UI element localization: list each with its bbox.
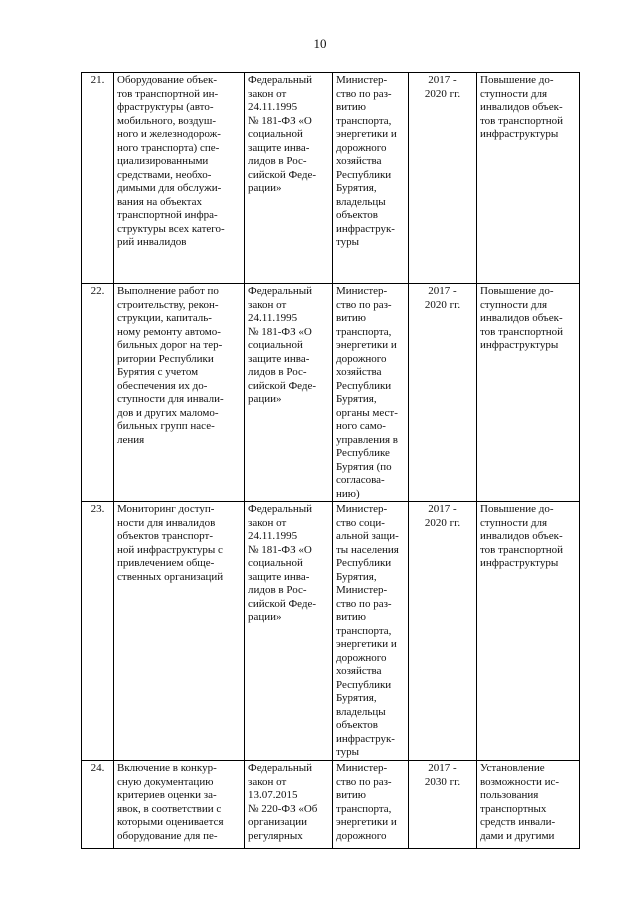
row-number: 23. xyxy=(82,502,114,761)
period-cell: 2017 - 2020 гг. xyxy=(409,73,477,284)
period-cell: 2017 - 2030 гг. xyxy=(409,761,477,849)
executor-cell: Министер- ство по раз- витию транспорта, энергетики и дорожного хозяйства Республики Бурятия, органы мест- ного само- управления в Республике Бурятия (по согласова- нию) xyxy=(333,284,409,502)
result-cell: Повышение до- ступности для инвалидов объек- тов транспортной инфраструктуры xyxy=(477,73,580,284)
page-number: 10 xyxy=(313,36,327,51)
table-row xyxy=(82,73,580,284)
measure-cell: Выполнение работ по строительству, рекон- струкции, капиталь- ному ремонту автомо- бильных дорог на тер- ритории Республики Бурятия с учетом обеспечения их до- ступности для инвали- дов и других маломо- бильных групп насе- ления xyxy=(114,284,245,502)
executor-cell: Министер- ство соци- альной защи- ты населения Республики Бурятия, Министер- ство по раз- витию транспорта, энергетики и дорожного хозяйства Республики Бурятия, владельцы объектов инфраструк- туры xyxy=(333,502,409,761)
executor-cell: Министер- ство по раз- витию транспорта, энергетики и дорожного xyxy=(333,761,409,849)
table-row xyxy=(82,284,580,502)
measure-cell: Включение в конкур- сную документацию критериев оценки за- явок, в соответствии с которыми оценивается оборудование для пе- xyxy=(114,761,245,849)
measure-cell: Мониторинг доступ- ности для инвалидов объектов транспорт- ной инфраструктуры с привлечением обще- ственных организаций xyxy=(114,502,245,761)
row-number: 24. xyxy=(82,761,114,849)
table-row xyxy=(82,761,580,849)
period-cell: 2017 - 2020 гг. xyxy=(409,284,477,502)
law-cell: Федеральный закон от 13.07.2015 № 220-ФЗ «Об организации регулярных xyxy=(245,761,333,849)
executor-cell: Министер- ство по раз- витию транспорта, энергетики и дорожного хозяйства Республики Бурятия, владельцы объектов инфраструк- туры xyxy=(333,73,409,284)
law-cell: Федеральный закон от 24.11.1995 № 181-ФЗ «О социальной защите инва- лидов в Рос- сийской Феде- рации» xyxy=(245,502,333,761)
row-number: 22. xyxy=(82,284,114,502)
law-cell: Федеральный закон от 24.11.1995 № 181-ФЗ «О социальной защите инва- лидов в Рос- сийской Феде- рации» xyxy=(245,284,333,502)
measure-cell: Оборудование объек- тов транспортной ин- фраструктуры (авто- мобильного, воздуш- ного и железнодорож- ного транспорта) спе- циализированными средствами, необхо- димыми для обслужи- вания на объектах транспортной инфра- структуры всех катего- рий инвалидов xyxy=(114,73,245,284)
row-number: 21. xyxy=(82,73,114,284)
result-cell: Установление возможности ис- пользования транспортных средств инвали- дами и другими xyxy=(477,761,580,849)
law-cell: Федеральный закон от 24.11.1995 № 181-ФЗ «О социальной защите инва- лидов в Рос- сийской Феде- рации» xyxy=(245,73,333,284)
table-row xyxy=(82,502,580,761)
result-cell: Повышение до- ступности для инвалидов объек- тов транспортной инфраструктуры xyxy=(477,502,580,761)
period-cell: 2017 - 2020 гг. xyxy=(409,502,477,761)
result-cell: Повышение до- ступности для инвалидов объек- тов транспортной инфраструктуры xyxy=(477,284,580,502)
measures-table xyxy=(81,72,580,849)
